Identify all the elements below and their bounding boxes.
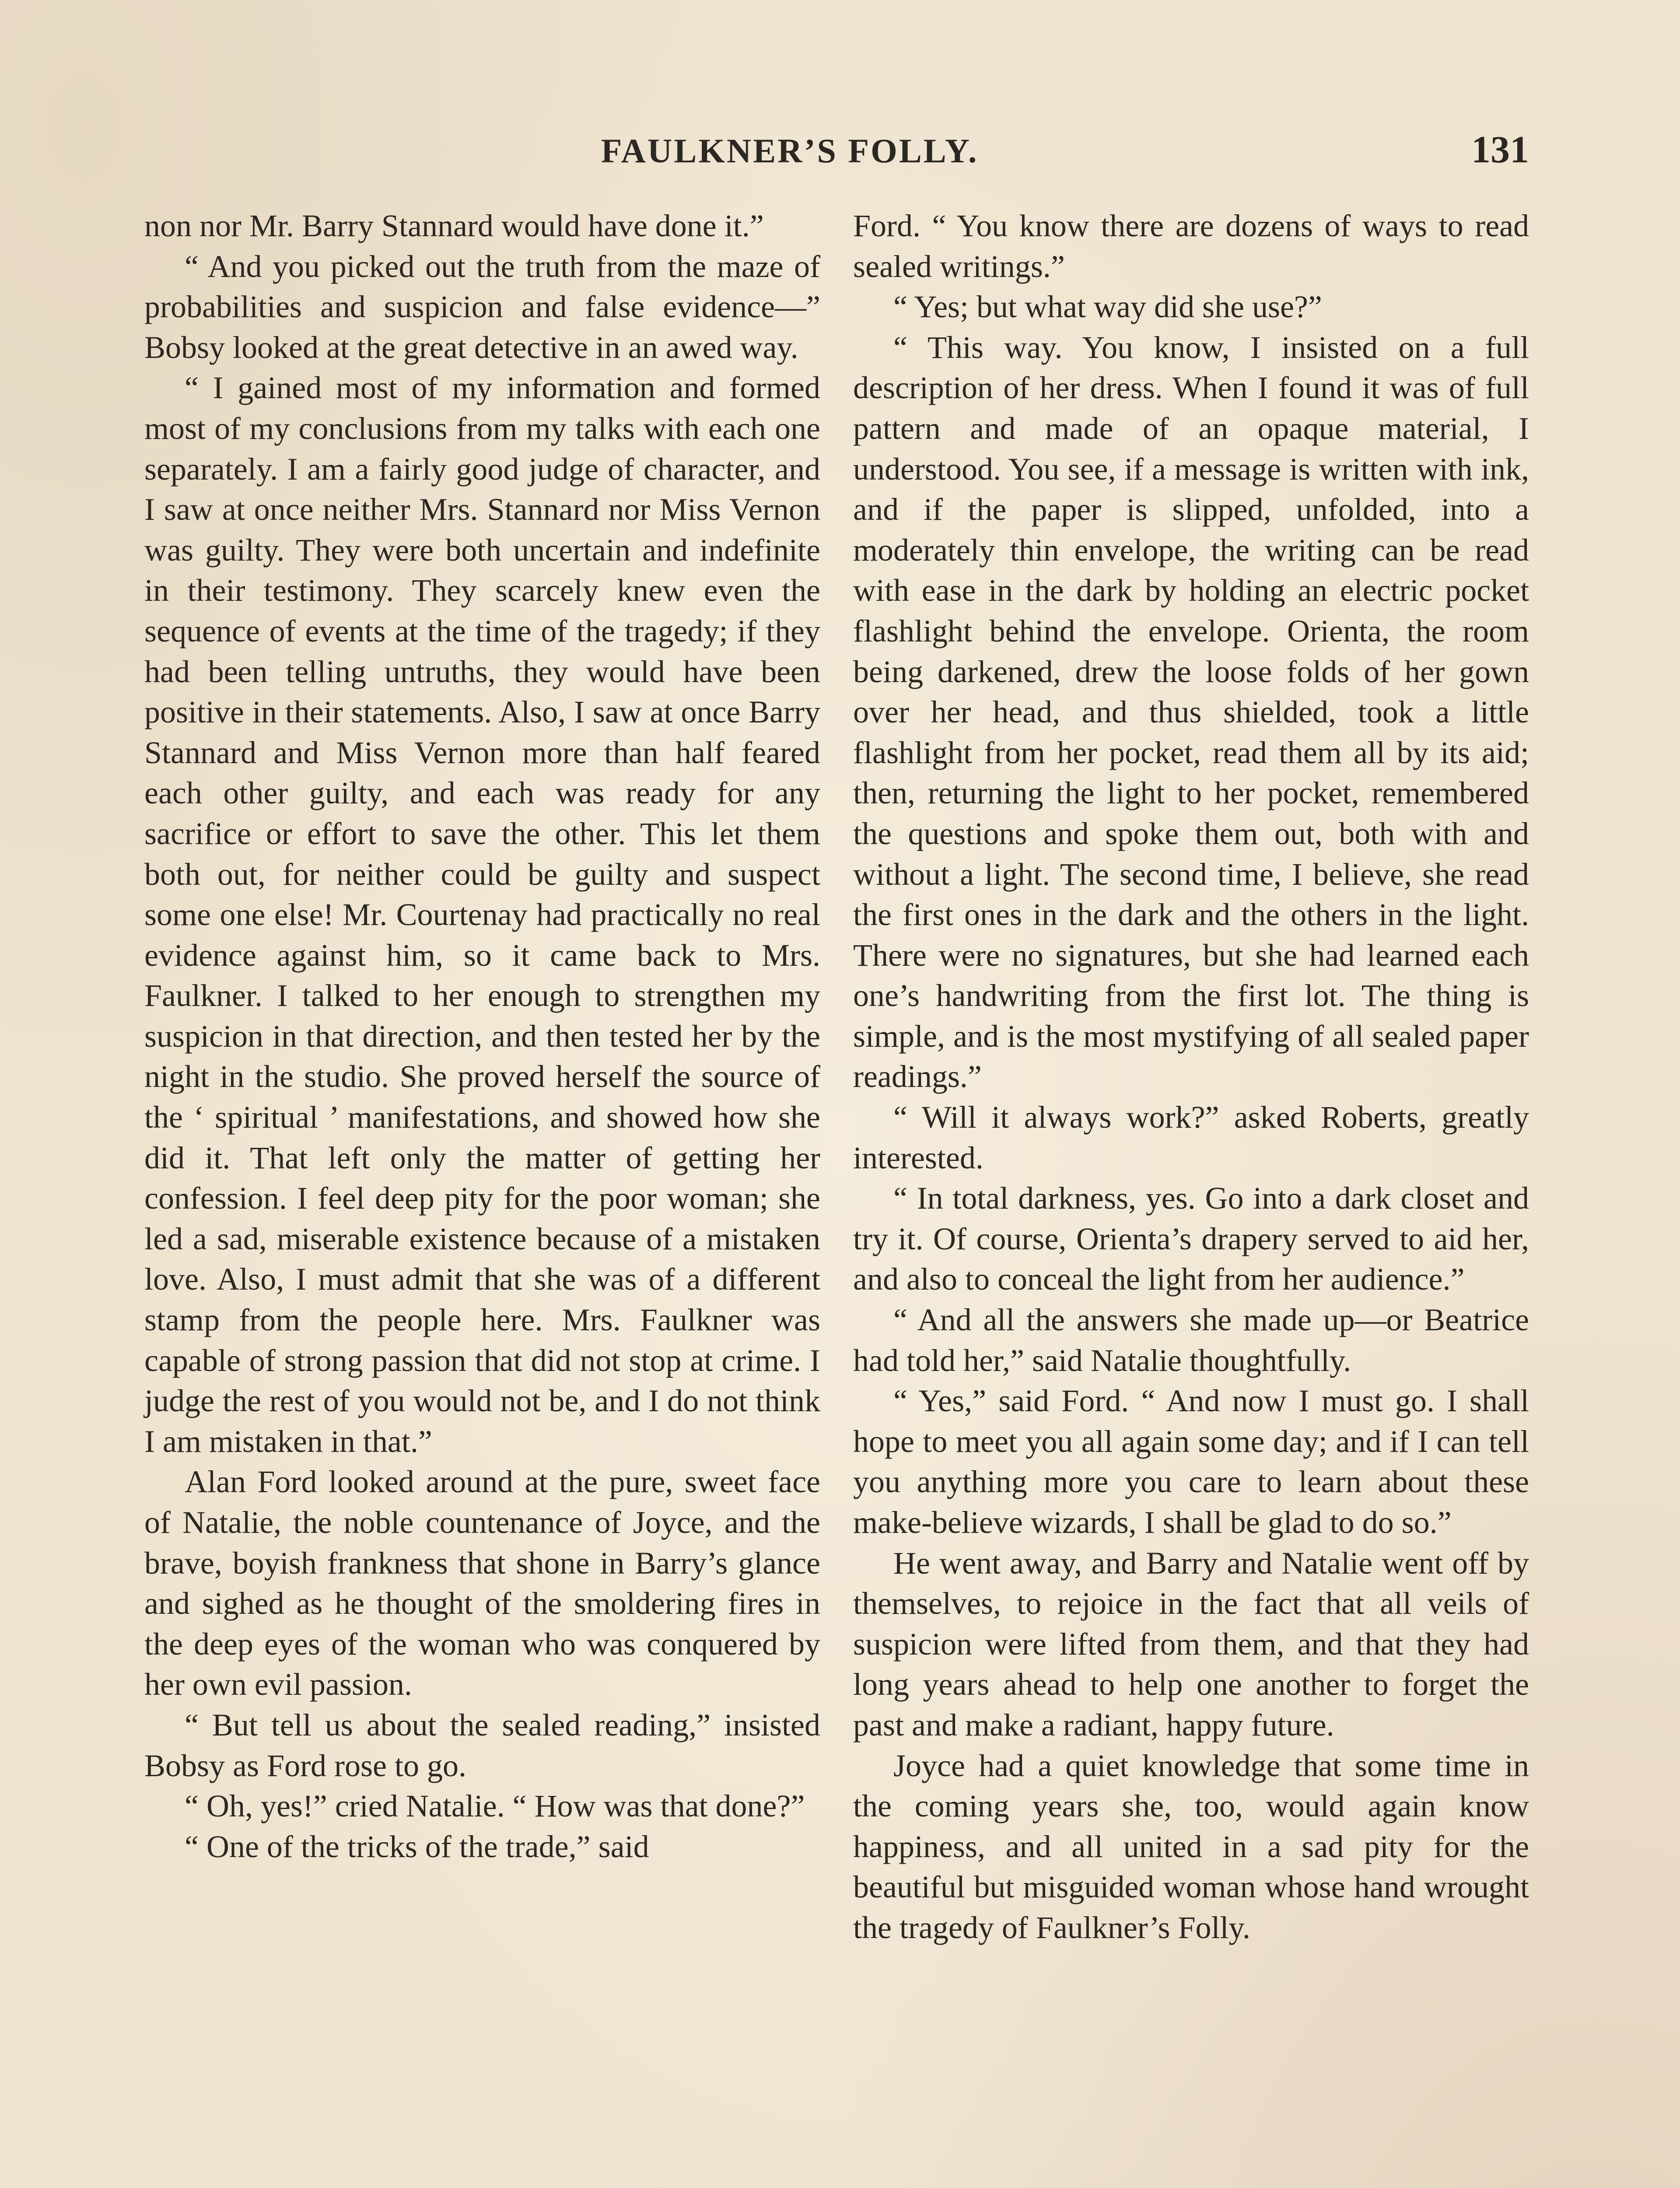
paragraph: Joyce had a quiet knowledge that some time in the coming years she, too, would again know happiness, and all united in a sad pity for the beautiful but misguided woman whose hand wrought the tragedy of Faulkner’s Folly.: [853, 1748, 1529, 1945]
right-column: [853, 206, 1529, 1948]
running-title: FAULKNER’S FOLLY.: [601, 132, 979, 170]
paragraph: Alan Ford looked around at the pure, sweet face of Natalie, the noble countenance of Joyce, and the brave, boyish frankness that shone in Barry’s glance and sighed as he thought of the smoldering fires in the deep eyes of the woman who was conquered by her own evil passion.: [144, 1464, 820, 1702]
paragraph: “ But tell us about the sealed reading,” insisted Bobsy as Ford rose to go.: [144, 1707, 820, 1783]
paragraph: “ Will it always work?” asked Roberts, greatly interested.: [853, 1100, 1529, 1175]
paragraph: “ I gained most of my information and formed most of my conclusions from my talks with each one separately. I am a fairly good judge of character, and I saw at once neither Mrs. Stannard nor Miss Vernon was guilty. They were both uncertain and indefinite in their testimony. They scarcely knew even the sequence of events at the time of the tragedy; if they had been telling untruths, they would have been positive in their statements. Also, I saw at once Barry Stannard and Miss Vernon more than half feared each other guilty, and each was ready for any sacrifice or effort to save the other. This let them both out, for neither could be guilty and suspect some one else! Mr. Courtenay had practically no real evidence against him, so it came back to Mrs. Faulkner. I talked to her enough to strengthen my suspicion in that direction, and then tested her by the night in the studio. She proved herself the source of the ‘ spiritual ’ manifestations, and showed how she did it. That left only the matter of getting her confession. I feel deep pity for the poor woman; she led a sad, miserable existence because of a mistaken love. Also, I must admit that she was of a different stamp from the people here. Mrs. Faulkner was capable of strong passion that did not stop at crime. I judge the rest of you would not be, and I do not think I am mistaken in that.”: [144, 370, 820, 1459]
left-column: [144, 206, 820, 1867]
paragraph: “ Oh, yes!” cried Natalie. “ How was that done?”: [185, 1788, 805, 1824]
paragraph: “ Yes; but what way did she use?”: [893, 289, 1322, 325]
paragraph: He went away, and Barry and Natalie went off by themselves, to rejoice in the fact that all veils of suspicion were lifted from them, and that they had long years ahead to help one another to forget the past and make a radiant, happy future.: [853, 1545, 1529, 1743]
paragraph: “ In total darkness, yes. Go into a dark closet and try it. Of course, Orienta’s drapery served to aid her, and also to conceal the light from her audience.”: [853, 1181, 1529, 1297]
paragraph: “ And all the answers she made up—or Beatrice had told her,” said Natalie thoughtfully.: [853, 1302, 1529, 1378]
paragraph: “ Yes,” said Ford. “ And now I must go. I shall hope to meet you all again some day; and if I can tell you anything more you care to learn about these make-believe wizards, I shall be glad to do so.”: [853, 1383, 1529, 1540]
paragraph: “ One of the tricks of the trade,” said: [185, 1829, 649, 1864]
running-head: [0, 131, 1680, 179]
paragraph: “ This way. You know, I insisted on a full description of her dress. When I found it was of full pattern and made of an opaque material, I understood. You see, if a message is written with ink, and if the paper is slipped, unfolded, into a moderately thin envelope, the writing can be read with ease in the dark by holding an electric pocket flashlight behind the envelope. Orienta, the room being darkened, drew the loose folds of her gown over her head, and thus shielded, took a little flashlight from her pocket, read them all by its aid; then, returning the light to her pocket, remembered the questions and spoke them out, both with and without a light. The second time, I believe, she read the first ones in the dark and the others in the light. There were no signatures, but she had learned each one’s handwriting from the first lot. The thing is simple, and is the most mystifying of all sealed paper readings.”: [853, 330, 1529, 1094]
paragraph: Ford. “ You know there are dozens of ways to read sealed writings.”: [853, 208, 1529, 284]
paragraph: “ And you picked out the truth from the maze of probabilities and suspicion and false evidence—” Bobsy looked at the great detective in an awed way.: [144, 249, 820, 365]
paragraph: non nor Mr. Barry Stannard would have done it.”: [144, 208, 764, 243]
page-number: 131: [1471, 129, 1529, 171]
